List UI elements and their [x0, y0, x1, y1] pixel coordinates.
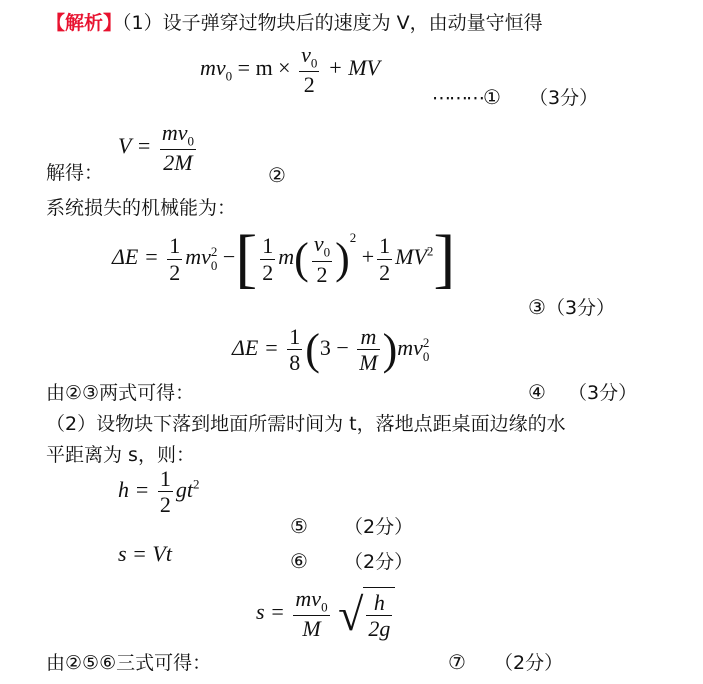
dots: ⋯⋯⋯ [432, 87, 483, 109]
mark-2: ② [268, 163, 286, 187]
equation-v: V = $\frac{mv_0}{2M}$ [118, 120, 195, 176]
eq6-annotation [290, 547, 413, 574]
eq3-annotation [528, 293, 615, 320]
mark-6: ⑥ [290, 549, 308, 573]
analysis-tag: 【解析】 [46, 12, 123, 34]
score-4: （3分） [567, 382, 638, 404]
equation-distance: s = Vt [118, 541, 172, 566]
intro-line [46, 8, 543, 35]
square-root: √ $\frac{h}{2g}$ [338, 587, 395, 642]
part2-line-1: （2）设物块下落到地面所需时间为 t，落地点距桌面边缘的水 [46, 413, 566, 435]
score-3: （3分） [545, 297, 616, 319]
equation-final: s = $\frac{mv_0}{M}$ √ $\frac{h}{2g}$ [256, 586, 395, 642]
equation-energy-loss: ΔE = $\frac{1}{2}$ mv 2 0 −[ $\frac{1}{2}$ m( $\frac{v_0}{2}$ )$^2$ + $\frac{1}{2}$ $MV^2$] [112, 222, 456, 295]
eq1-annotation [432, 83, 598, 110]
eq4-annotation [528, 378, 637, 405]
score-5: （2分） [343, 516, 414, 538]
equation-height: h = $\frac{1}{2}$ $gt^2$ [118, 466, 200, 518]
equation-momentum: $mv_0 = m$ × $\frac{v_0}{2}$ + MV [200, 42, 380, 98]
mark-7: ⑦ [448, 650, 466, 674]
intro-text: （1）设子弹穿过物块后的速度为 V，由动量守恒得 [122, 12, 543, 34]
solve-label: 解得： [46, 162, 104, 184]
mark-3: ③ [528, 295, 546, 319]
eq5-annotation [290, 512, 413, 539]
eq7-annotation [448, 648, 563, 675]
combine-line-1: 由②③两式可得： [46, 382, 195, 404]
part2-line-2: 平距离为 s，则： [46, 444, 195, 466]
equation-energy-result: ΔE = $\frac{1}{8}$ (3 − $\frac{m}{M}$ )mv 2 0 [232, 324, 430, 376]
score-6: （2分） [343, 551, 414, 573]
mark-4: ④ [528, 380, 546, 404]
score-7: （2分） [493, 652, 564, 674]
mark-1: ① [483, 85, 501, 109]
score-1: （3分） [528, 87, 599, 109]
mark-5: ⑤ [290, 514, 308, 538]
combine-line-2: 由②⑤⑥三式可得： [46, 652, 212, 674]
energy-label: 系统损失的机械能为： [46, 197, 237, 219]
